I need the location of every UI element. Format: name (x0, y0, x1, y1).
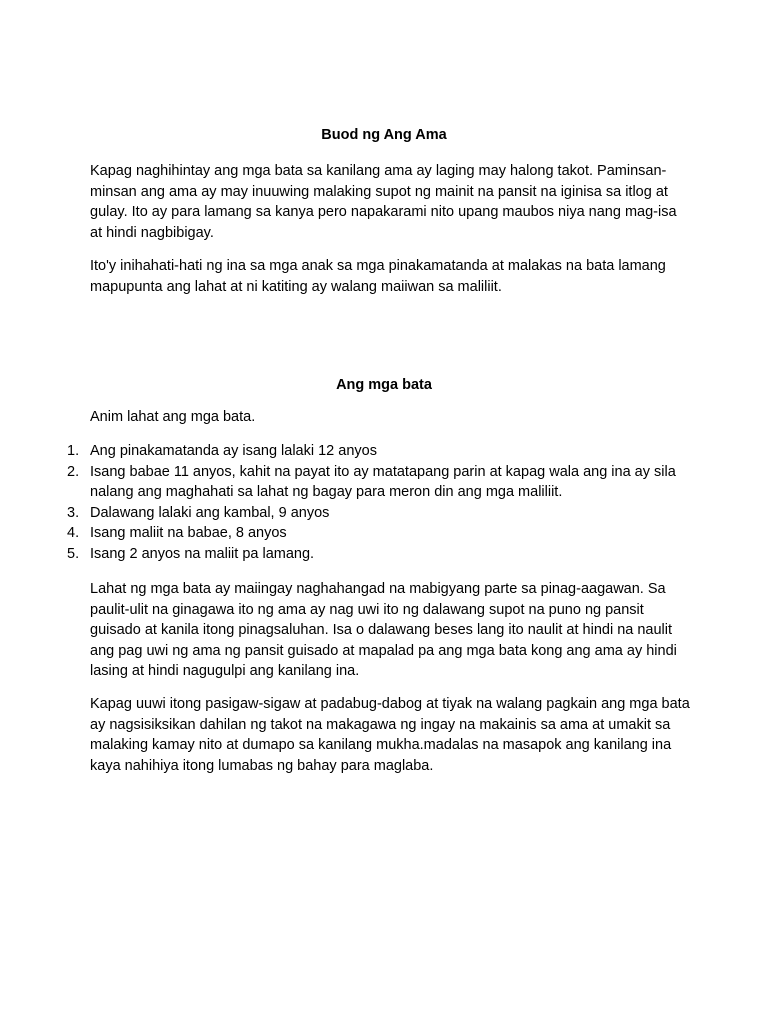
section-title: Buod ng Ang Ama (321, 127, 447, 143)
children-list (60, 441, 700, 564)
list-number: 1. (67, 443, 80, 459)
section-title: Ang mga bata (336, 377, 432, 393)
paragraph: Ito'y inihahati-hati ng ina sa mga anak sa mga pinakamatanda at malakas na bata lamang mapupunta ang lahat at ni katiting ay walang maiiwan sa maliliit. (90, 258, 666, 295)
intro-text: Anim lahat ang mga bata. (90, 409, 256, 425)
paragraph: Lahat ng mga bata ay maiingay naghahangad na mabigyang parte sa pinag-aagawan. Sa paulit-ulit na ginagawa ito ng ama ay nag uwi ito ng dalawang supot na puno ng pansit guisado at kanila itong pinagsaluhan. Isa o dalawang beses lang ito naulit at hindi na naulit ang pag uwi ng ama ng pansit guisado at mapalad pa ang mga bata kong ang ama ay hindi lasing at hindi nagugulpi ang kanilang ina. (90, 581, 677, 679)
list-number: 3. (67, 504, 80, 521)
list-text: Dalawang lalaki ang kambal, 9 anyos (90, 504, 330, 521)
list-text: Ang pinakamatanda ay isang lalaki 12 anyos (90, 443, 377, 459)
list-number: 4. (67, 525, 80, 541)
list-item (60, 462, 700, 503)
list-number: 5. (67, 545, 80, 562)
list-item (60, 503, 700, 524)
list-text: Isang 2 anyos na maliit pa lamang. (90, 545, 315, 562)
list-text: Isang babae 11 anyos, kahit na payat ito ay matatapang parin at kapag wala ang ina ay sila nalang ang maghahati sa lahat ng bagay para meron din ang mga maliliit. (90, 463, 676, 500)
list-item (60, 441, 700, 462)
list-text: Isang maliit na babae, 8 anyos (90, 525, 287, 541)
list-item (60, 523, 700, 544)
list-number: 2. (67, 463, 80, 480)
list-item (60, 544, 700, 565)
paragraph: Kapag uuwi itong pasigaw-sigaw at padabug-dabog at tiyak na walang pagkain ang mga bata ay nagsisiksikan dahilan ng takot na makagawa ng ingay na makainis sa ama at umakit sa malaking kamay nito at dumapo sa kanilang mukha.madalas na masapok ang kanilang ina kaya nahihiya itong lumabas ng bahay para maglaba. (90, 696, 690, 774)
paragraph: Kapag naghihintay ang mga bata sa kanilang ama ay laging may halong takot. Paminsan-minsan ang ama ay may inuuwing malaking supot ng mainit na pansit na iginisa sa itlog at gulay. Ito ay para lamang sa kanya pero napakarami nito upang maubos niya nang mag-isa at hindi nagbibigay. (90, 163, 677, 241)
